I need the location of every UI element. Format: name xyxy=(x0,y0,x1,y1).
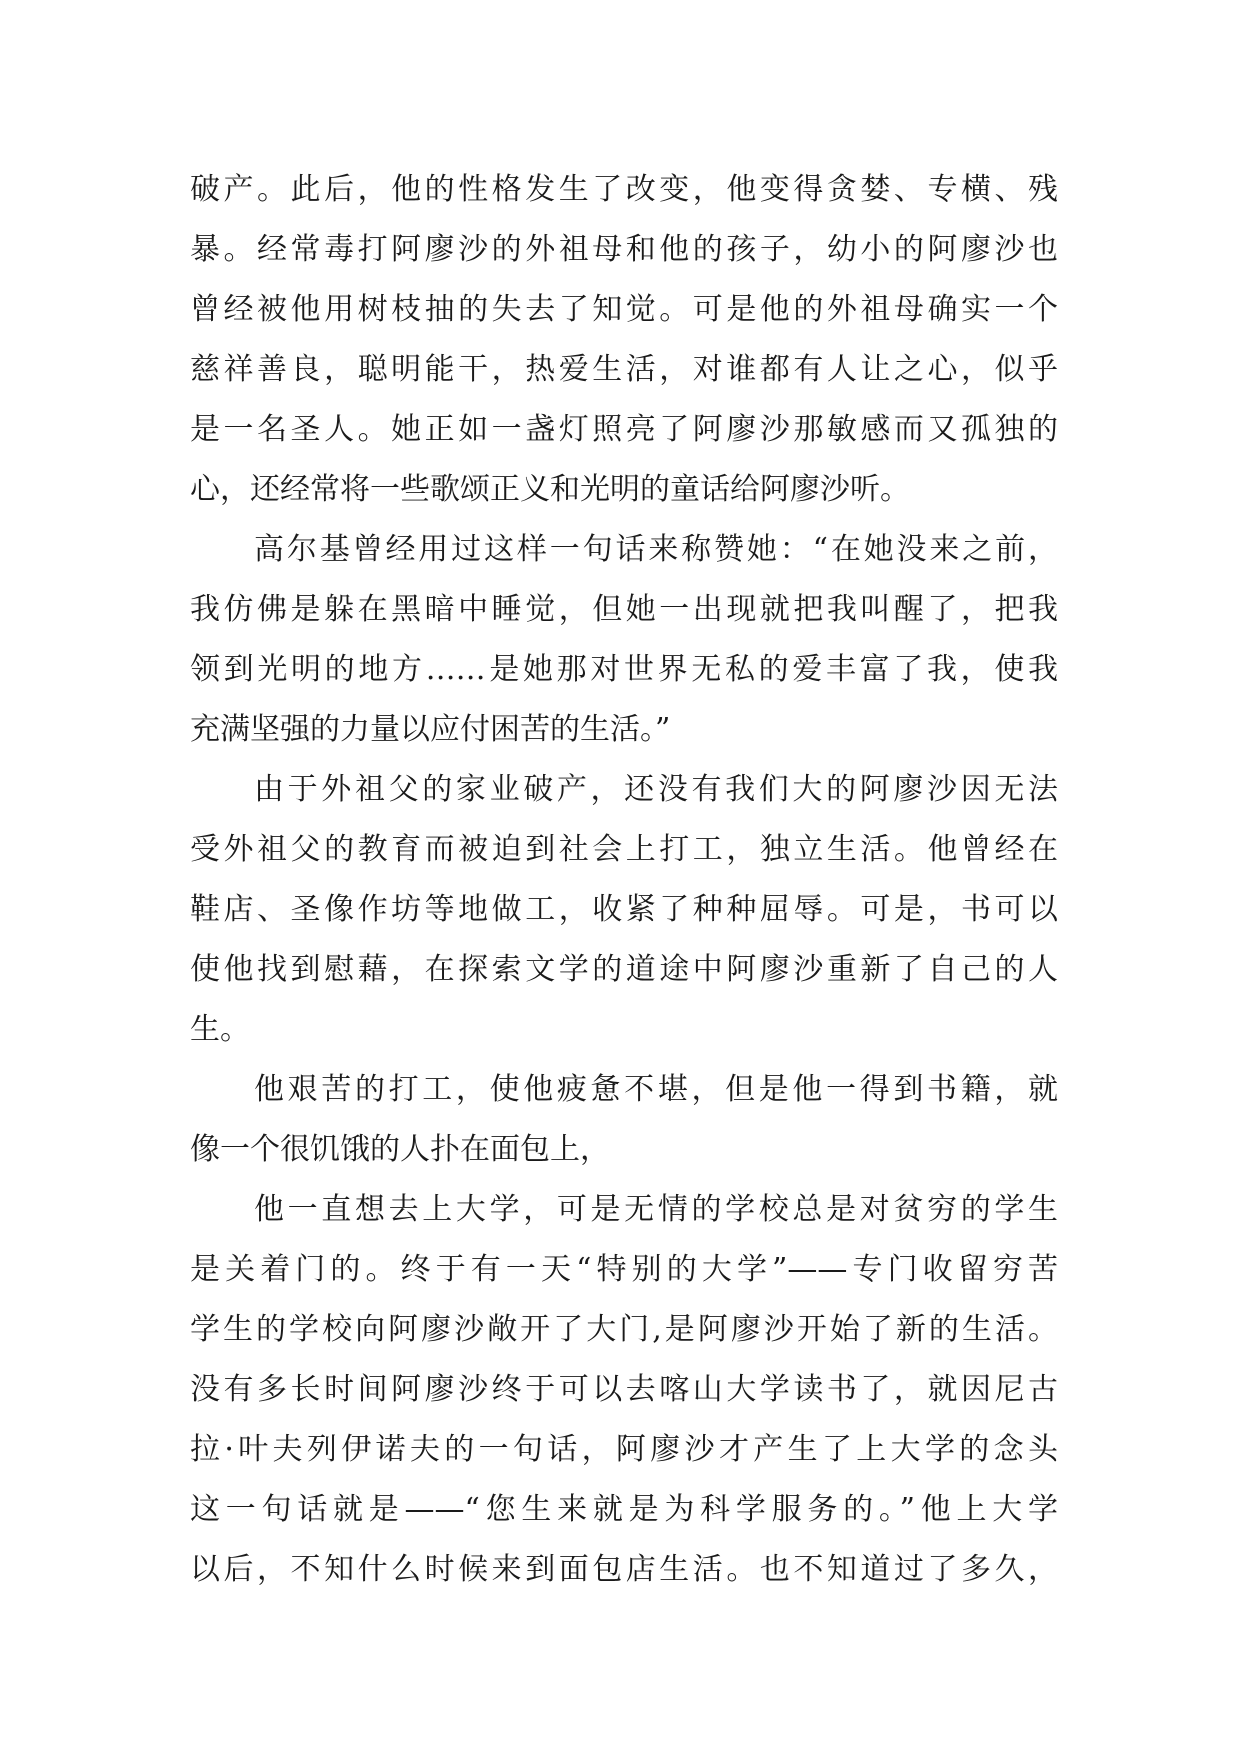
text-line: 他艰苦的打工，使他疲惫不堪，但是他一得到书籍，就 xyxy=(254,1072,1058,1107)
text-line: 他一直想去上大学，可是无情的学校总是对贫穷的学生 xyxy=(254,1192,1058,1227)
text-line: 这一句话就是——“您生来就是为科学服务的。”他上大学 xyxy=(190,1492,1058,1527)
document-page xyxy=(190,160,1058,1600)
text-line: 是关着门的。终于有一天“特别的大学”——专门收留穷苦 xyxy=(190,1252,1058,1287)
text-line: 像一个很饥饿的人扑在面包上， xyxy=(190,1132,610,1167)
text-line: 使他找到慰藉，在探索文学的道途中阿廖沙重新了自己的人 xyxy=(190,952,1058,987)
text-line: 慈祥善良，聪明能干，热爱生活，对谁都有人让之心，似乎 xyxy=(190,352,1058,387)
text-line: 由于外祖父的家业破产，还没有我们大的阿廖沙因无法 xyxy=(254,772,1058,807)
text-line: 以后，不知什么时候来到面包店生活。也不知道过了多久， xyxy=(190,1552,1058,1587)
text-line: 学生的学校向阿廖沙敞开了大门,是阿廖沙开始了新的生活。 xyxy=(190,1312,1058,1347)
text-line: 高尔基曾经用过这样一句话来称赞她：“在她没来之前， xyxy=(254,532,1058,567)
text-line: 是一名圣人。她正如一盏灯照亮了阿廖沙那敏感而又孤独的 xyxy=(190,412,1058,447)
text-line: 曾经被他用树枝抽的失去了知觉。可是他的外祖母确实一个 xyxy=(190,292,1058,327)
text-line: 充满坚强的力量以应付困苦的生活。” xyxy=(190,712,671,747)
text-line: 鞋店、圣像作坊等地做工，收紧了种种屈辱。可是，书可以 xyxy=(190,892,1058,927)
text-line: 领到光明的地方……是她那对世界无私的爱丰富了我，使我 xyxy=(190,652,1058,687)
text-line: 拉·叶夫列伊诺夫的一句话，阿廖沙才产生了上大学的念头 xyxy=(190,1432,1058,1467)
text-line: 生。 xyxy=(190,1012,250,1047)
text-line: 心，还经常将一些歌颂正义和光明的童话给阿廖沙听。 xyxy=(190,472,910,507)
text-line: 受外祖父的教育而被迫到社会上打工，独立生活。他曾经在 xyxy=(190,832,1058,867)
text-line: 破产。此后，他的性格发生了改变，他变得贪婪、专横、残 xyxy=(190,172,1058,207)
text-line: 没有多长时间阿廖沙终于可以去喀山大学读书了，就因尼古 xyxy=(190,1372,1058,1407)
text-line: 我仿佛是躲在黑暗中睡觉，但她一出现就把我叫醒了，把我 xyxy=(190,592,1058,627)
text-line: 暴。经常毒打阿廖沙的外祖母和他的孩子，幼小的阿廖沙也 xyxy=(190,232,1058,267)
